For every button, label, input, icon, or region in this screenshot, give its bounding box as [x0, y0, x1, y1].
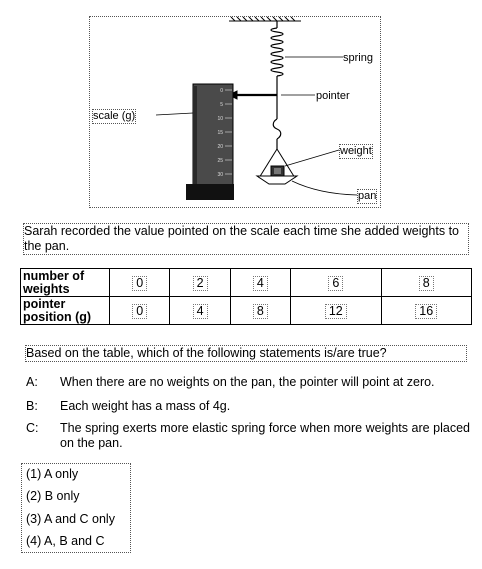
scale-tick-label: 20: [217, 144, 223, 150]
table-cell: [381, 297, 471, 325]
table-cell: [170, 297, 230, 325]
cell-value: 4: [254, 277, 267, 290]
option-2[interactable]: (2) B only: [26, 489, 80, 503]
statement-text: Each weight has a mass of 4g.: [60, 399, 231, 413]
cell-value: 8: [420, 277, 433, 290]
table-cell: [170, 269, 230, 297]
scale-tick-label: 15: [217, 130, 223, 136]
label-pan: pan: [358, 190, 377, 202]
scale-tick-label: 10: [217, 116, 223, 122]
scale-tick-label: 30: [217, 172, 223, 178]
table-cell: [291, 297, 381, 325]
cell-value: 16: [416, 305, 436, 318]
ceiling: [229, 17, 301, 21]
table-cell: [110, 297, 170, 325]
table-row: [21, 297, 472, 325]
statement-letter: A:: [26, 375, 38, 389]
label-weight: weight: [340, 145, 372, 157]
cell-value: 8: [254, 305, 267, 318]
option-3[interactable]: (3) A and C only: [26, 512, 115, 526]
weight-block: [271, 166, 284, 176]
cell-value: 0: [133, 277, 146, 290]
cell-value: 4: [194, 305, 207, 318]
spring: [271, 21, 283, 149]
table-cell: [381, 269, 471, 297]
row-header: number of weights: [21, 269, 110, 297]
cell-value: 12: [326, 305, 346, 318]
option-1[interactable]: (1) A only: [26, 467, 79, 481]
question-stem: Based on the table, which of the following statements is/are true?: [26, 346, 466, 361]
label-spring: spring: [343, 52, 373, 64]
scale-base: [186, 184, 234, 200]
scale-tick-label: 0: [220, 88, 223, 94]
cell-value: 0: [133, 305, 146, 318]
data-table: [20, 268, 472, 325]
scale-ruler: [193, 84, 233, 186]
table-row: [21, 269, 472, 297]
cell-value: 2: [194, 277, 207, 290]
statement-letter: B:: [26, 399, 38, 413]
table-cell: [291, 269, 381, 297]
row-header: pointer position (g): [21, 297, 110, 325]
scale-tick-label: 5: [220, 102, 223, 108]
table-cell: [110, 269, 170, 297]
statement-letter: C:: [26, 421, 39, 435]
statement-text: When there are no weights on the pan, the pointer will point at zero.: [60, 375, 435, 389]
pointer: [229, 91, 277, 99]
table-cell: [230, 297, 290, 325]
answer-options: [22, 464, 130, 552]
cell-value: 6: [329, 277, 342, 290]
label-scale: scale (g): [93, 110, 136, 122]
intro-paragraph: Sarah recorded the value pointed on the scale each time she added weights to the pan.: [24, 224, 468, 254]
option-4[interactable]: (4) A, B and C: [26, 534, 105, 548]
scale-tick-label: 25: [217, 158, 223, 164]
statement-text: The spring exerts more elastic spring force when more weights are placed on the pan.: [60, 421, 470, 450]
apparatus-diagram: [89, 16, 381, 208]
label-pointer: pointer: [316, 90, 350, 102]
table-cell: [230, 269, 290, 297]
question-block: [22, 344, 472, 456]
